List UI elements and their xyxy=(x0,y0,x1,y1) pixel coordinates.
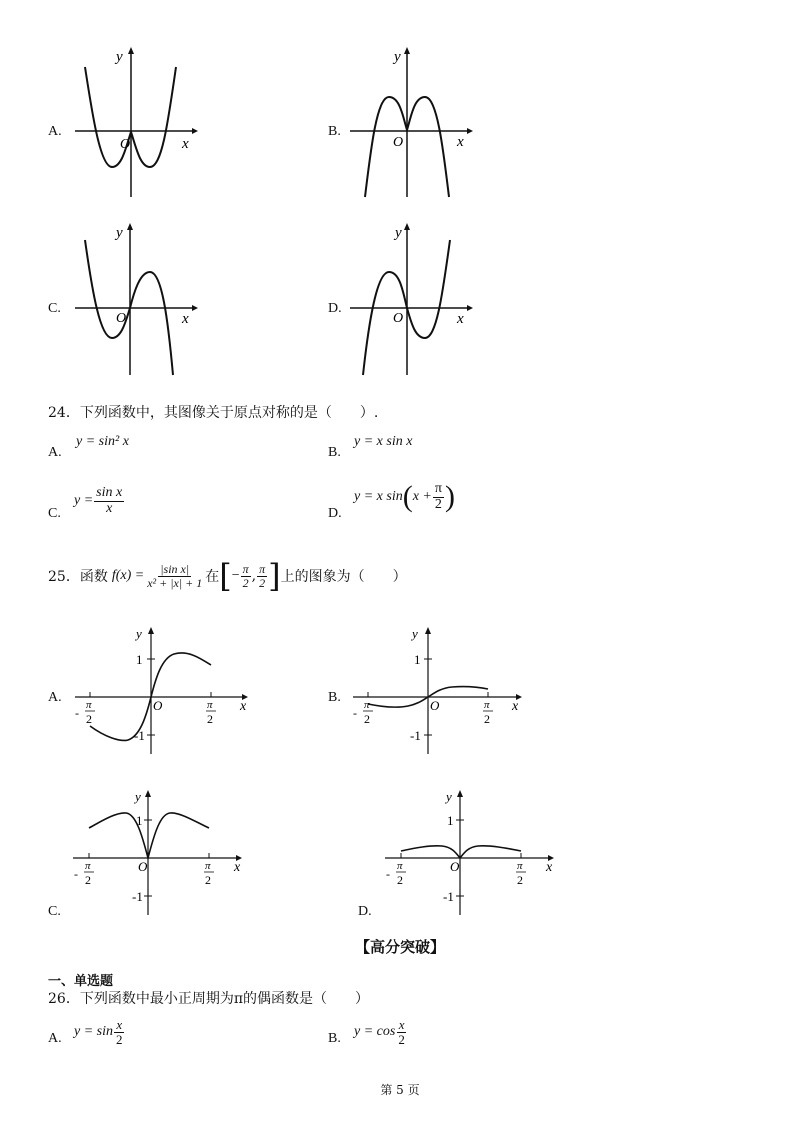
q24-option-b-expr: y = x sin x xyxy=(354,434,413,449)
svg-text:y: y xyxy=(394,49,401,65)
svg-text:y: y xyxy=(412,626,418,641)
svg-text:y: y xyxy=(395,225,402,241)
section-title: 【高分突破】 xyxy=(354,938,445,956)
q23-graph-d xyxy=(345,220,475,380)
svg-text:-1: -1 xyxy=(410,728,421,743)
svg-text:π: π xyxy=(484,699,490,711)
svg-text:π: π xyxy=(364,699,370,711)
q25-option-a-label[interactable]: A. xyxy=(48,690,62,705)
svg-text:O: O xyxy=(393,311,404,326)
svg-text:-1: -1 xyxy=(132,889,143,904)
svg-text:-1: -1 xyxy=(443,889,454,904)
svg-text:1: 1 xyxy=(136,652,143,667)
svg-text:O: O xyxy=(153,698,163,713)
svg-text:x: x xyxy=(512,699,519,714)
svg-text:-: - xyxy=(353,706,357,720)
svg-text:2: 2 xyxy=(205,873,211,887)
q25-stem: 25．函数 f(x) = $\frac{\text{|sin x|}}{\text{x² + |x| + 1}}$ 在 [ − $\frac{\pi}{2}$ , $\frac{\pi}{2}$ ] 上的图象为（ ） xyxy=(48,557,407,595)
q25-graph-c xyxy=(68,785,258,920)
svg-text:π: π xyxy=(85,860,91,872)
svg-text:-: - xyxy=(386,867,390,881)
q25-graph-d xyxy=(380,785,570,920)
svg-text:O: O xyxy=(430,698,440,713)
q23-graph-b xyxy=(345,42,475,202)
svg-text:2: 2 xyxy=(484,712,490,726)
svg-text:π: π xyxy=(205,860,211,872)
svg-text:y: y xyxy=(136,626,142,641)
svg-text:x: x xyxy=(546,860,553,875)
q24-option-a-expr: y = sin² x xyxy=(76,434,129,449)
svg-text:O: O xyxy=(116,311,127,326)
svg-text:1: 1 xyxy=(136,813,143,828)
svg-text:x: x xyxy=(240,699,247,714)
svg-text:2: 2 xyxy=(85,873,91,887)
curve xyxy=(401,846,521,858)
q26-option-b-label[interactable]: B. xyxy=(328,1031,341,1046)
q26-stem: 26．下列函数中最小正周期为π的偶函数是（ ） xyxy=(48,991,370,1007)
svg-text:π: π xyxy=(86,699,92,711)
svg-text:x: x xyxy=(457,311,464,327)
q24-option-d-expr: y = x sin ( x + $\frac{\pi}{2}$ ) xyxy=(354,480,455,514)
svg-text:π: π xyxy=(517,860,523,872)
q23-graph-a xyxy=(70,42,200,202)
page-number: 第 5 页 xyxy=(380,1083,420,1097)
svg-text:O: O xyxy=(138,859,148,874)
x-axis-arrow xyxy=(192,128,198,134)
svg-text:π: π xyxy=(207,699,213,711)
q26-option-b-expr: y = cos $\frac{x}{2}$ xyxy=(354,1017,405,1047)
svg-text:x: x xyxy=(457,134,464,150)
svg-text:-1: -1 xyxy=(134,728,145,743)
q25-graph-a xyxy=(70,622,260,757)
origin-label: O xyxy=(120,137,131,152)
q26-option-a-expr: y = sin $\frac{x}{2}$ xyxy=(74,1017,123,1047)
svg-text:1: 1 xyxy=(447,813,454,828)
svg-text:2: 2 xyxy=(207,712,213,726)
svg-text:π: π xyxy=(397,860,403,872)
q25-option-c-label[interactable]: C. xyxy=(48,904,61,919)
q23-option-c-label[interactable]: C. xyxy=(48,301,61,316)
svg-text:O: O xyxy=(393,135,404,150)
q23-option-b-label[interactable]: B. xyxy=(328,124,341,139)
section-subtitle: 一、单选题 xyxy=(48,974,114,989)
svg-text:1: 1 xyxy=(414,652,421,667)
q23-option-a-label[interactable]: A. xyxy=(48,124,62,139)
q25-option-d-label[interactable]: D. xyxy=(358,904,372,919)
svg-text:x: x xyxy=(234,860,241,875)
svg-text:y: y xyxy=(446,789,452,804)
q26-option-a-label[interactable]: A. xyxy=(48,1031,62,1046)
svg-text:-: - xyxy=(75,706,79,720)
q24-option-b-label[interactable]: B. xyxy=(328,445,341,460)
q24-option-c-expr: y = $\frac{\text{sin x}}{x}$ xyxy=(74,485,123,516)
q23-option-d-label[interactable]: D. xyxy=(328,301,342,316)
svg-text:y: y xyxy=(116,225,123,241)
q24-option-d-label[interactable]: D. xyxy=(328,506,342,521)
svg-text:-: - xyxy=(74,867,78,881)
q24-stem: 24．下列函数中，其图像关于原点对称的是（ ）. xyxy=(48,405,379,421)
y-axis-arrow xyxy=(128,47,134,54)
svg-text:2: 2 xyxy=(364,712,370,726)
q24-option-c-label[interactable]: C. xyxy=(48,506,61,521)
svg-text:y: y xyxy=(135,789,141,804)
svg-text:2: 2 xyxy=(517,873,523,887)
q24-option-a-label[interactable]: A. xyxy=(48,445,62,460)
y-label: y xyxy=(116,49,123,65)
svg-text:x: x xyxy=(182,311,189,327)
svg-text:2: 2 xyxy=(86,712,92,726)
svg-text:O: O xyxy=(450,859,460,874)
q25-graph-b xyxy=(348,622,538,757)
x-label: x xyxy=(182,136,189,152)
q25-option-b-label[interactable]: B. xyxy=(328,690,341,705)
q23-graph-c xyxy=(70,220,200,380)
svg-text:2: 2 xyxy=(397,873,403,887)
